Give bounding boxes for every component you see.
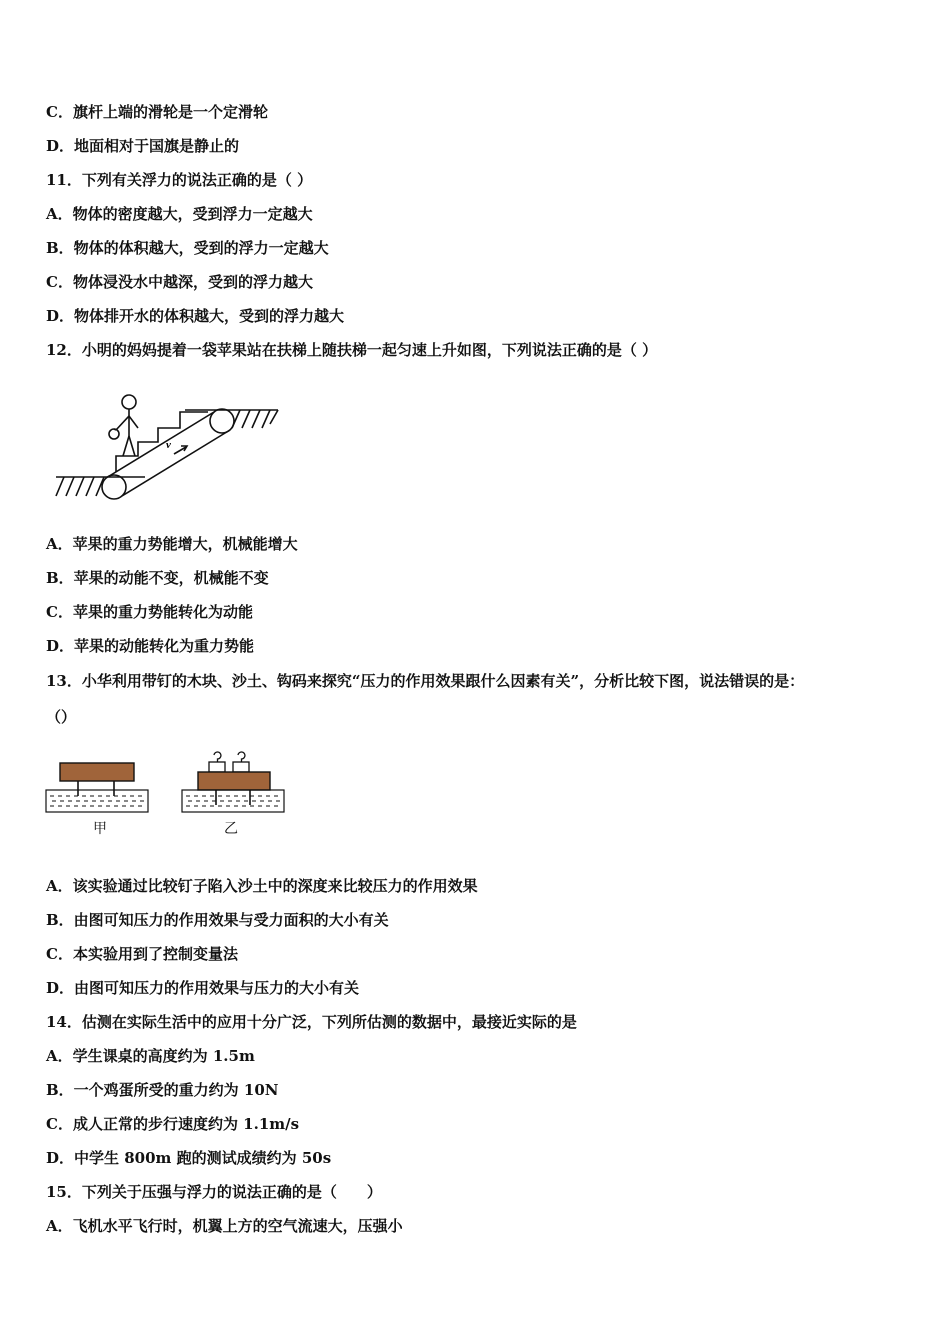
hook-weights [209,752,249,772]
q10-option-d: D．地面相对于国旗是静止的 [46,137,240,155]
wood-block [198,772,270,790]
apple-bag [109,429,119,439]
q12-option-a: A．苹果的重力势能增大，机械能增大 [46,535,298,553]
q11-option-b: B．物体的体积越大，受到的浮力一定越大 [46,239,329,257]
sand-texture [186,796,280,806]
q14-option-c: C．成人正常的步行速度约为 1.1m/s [46,1115,300,1133]
q15-stem: 15．下列关于压强与浮力的说法正确的是（ ） [46,1183,382,1201]
q13-stem: 13．小华利用带钉的木块、沙土、钩码来探究“压力的作用效果跟什么因素有关”，分析比较下图，说法错误的是： [46,672,805,690]
q11-option-d: D．物体排开水的体积越大，受到的浮力越大 [46,307,345,325]
q13-option-d: D．由图可知压力的作用效果与压力的大小有关 [46,979,360,997]
lower-ground-hatch [56,477,104,496]
q15-option-a: A．飞机水平飞行时，机翼上方的空气流速大，压强小 [46,1217,403,1235]
caption-jia: 甲 [93,821,107,837]
upper-ground-hatch [232,410,278,428]
q11-stem: 11．下列有关浮力的说法正确的是（ ） [46,171,313,189]
caption-yi: 乙 [224,821,238,837]
q11-option-c: C．物体浸没水中越深，受到的浮力越大 [46,273,313,291]
q14-option-d: D．中学生 800m 跑的测试成绩约为 50s [46,1149,332,1167]
sand-texture [50,796,144,806]
velocity-label: v [166,439,171,451]
q13-stem-continuation: （） [46,708,77,726]
figure-yi [180,747,286,816]
q13-option-b: B．由图可知压力的作用效果与受力面积的大小有关 [46,911,389,929]
q11-option-a: A．物体的密度越大，受到浮力一定越大 [46,205,313,223]
q12-option-d: D．苹果的动能转化为重力势能 [46,637,255,655]
q12-option-c: C．苹果的重力势能转化为动能 [46,603,253,621]
q10-option-c: C．旗杆上端的滑轮是一个定滑轮 [46,103,268,121]
q12-option-b: B．苹果的动能不变，机械能不变 [46,569,269,587]
figure-jia [44,760,150,816]
person-head [122,395,136,409]
escalator-figure [50,388,285,508]
q14-option-a: A．学生课桌的高度约为 1.5m [46,1047,255,1065]
q13-option-c: C．本实验用到了控制变量法 [46,945,238,963]
q14-stem: 14．估测在实际生活中的应用十分广泛，下列所估测的数据中，最接近实际的是 [46,1013,577,1031]
wood-block [60,763,134,781]
q13-option-a: A．该实验通过比较钉子陷入沙土中的深度来比较压力的作用效果 [46,877,478,895]
q14-option-b: B．一个鸡蛋所受的重力约为 10N [46,1081,279,1099]
q12-stem: 12．小明的妈妈提着一袋苹果站在扶梯上随扶梯一起匀速上升如图，下列说法正确的是（ ） [46,341,658,359]
